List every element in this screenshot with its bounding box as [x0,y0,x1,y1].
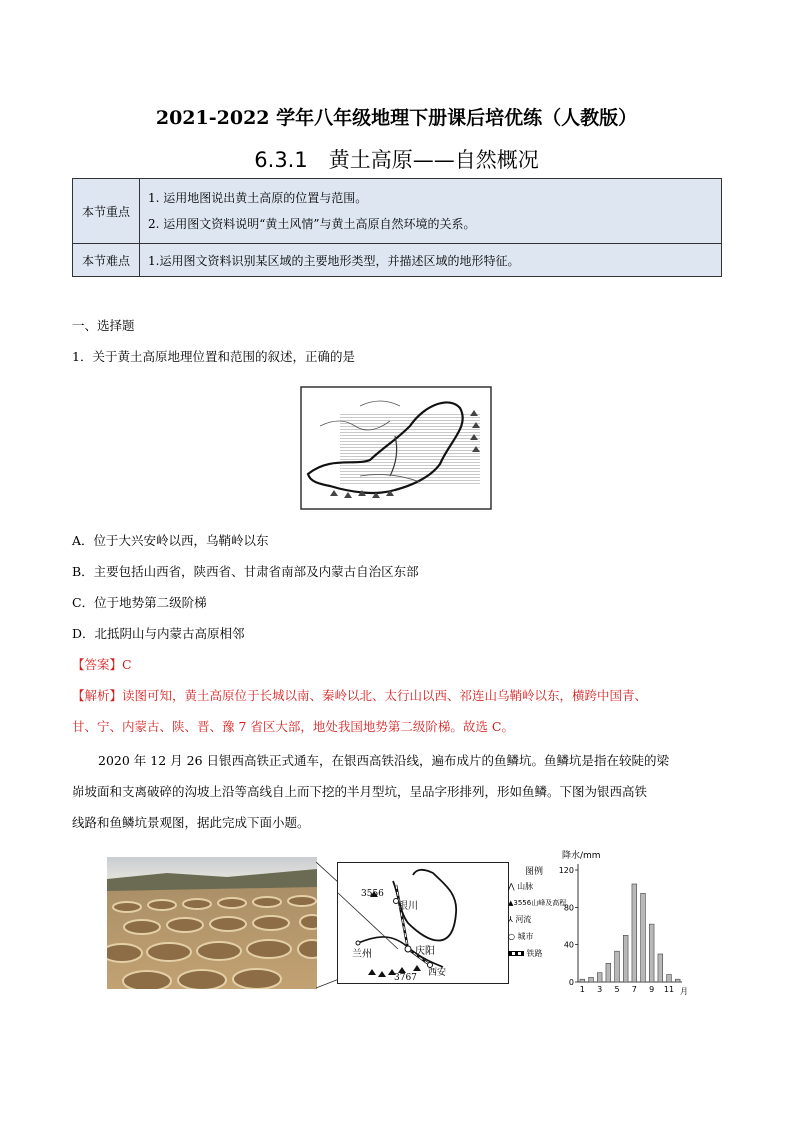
focus-item-2: 2. 运用图文资料说明“黄土风情”与黄土高原自然环境的关系。 [148,217,476,231]
chart-x-tick-label: 9 [649,985,655,994]
chart-bar-month-9 [649,924,654,982]
fish-scale-pit-photo [107,857,317,989]
chart-bar-month-11 [667,975,672,982]
chart-bar-month-7 [632,884,637,982]
legend-city [508,931,560,942]
chart-y-axis-label: 降水/mm [562,851,601,861]
section-heading: 一、选择题 [72,318,135,333]
focus-content [140,179,722,244]
mountain-icon: ⋀ [508,882,515,891]
chart-axes [578,864,682,982]
city-qingyang-label: 庆阳 [415,946,435,957]
chart-bar-month-3 [597,973,602,982]
option-d: D．北抵阴山与内蒙古高原相邻 [72,626,245,641]
analysis-text-1: 读图可知，黄土高原位于长城以南、秦岭以北、太行山以西、祁连山乌鞘岭以东，横跨中国青、 [122,688,648,703]
chart-bar-month-10 [658,954,663,982]
city-yinchuan-label: 银川 [398,901,418,912]
peak-3767-label: 3767 [394,973,417,983]
railway-map [337,862,509,984]
chart-y-tick-label: 40 [563,940,574,950]
chart-y-tick-label: 80 [563,903,574,913]
answer: 【答案】C [72,657,132,672]
loess-plateau-map [300,386,492,510]
chart-bar-month-2 [589,977,594,982]
passage-line-1: 2020 年 12 月 26 日银西高铁正式通车，在银西高铁沿线，遍布成片的鱼鳞坑。鱼鳞坑是指在较陡的梁 [98,753,669,768]
city-xian-label: 西安 [428,968,447,978]
peak-3556-label: 3556 [361,889,384,899]
railway-icon [508,951,524,956]
chart-bar-month-1 [580,979,585,982]
chart-bar-month-6 [623,935,628,982]
legend-city-label: 城市 [517,932,534,941]
river-icon: ⅄ [508,915,513,924]
lesson-title: 6.3.1 黄土高原——自然概况 [254,148,539,172]
legend-railway [508,948,560,959]
railway-map-drawing [338,863,508,983]
city-icon: ○ [508,932,515,941]
option-a: A．位于大兴安岭以西，乌鞘岭以东 [72,533,269,548]
option-c: C．位于地势第二级阶梯 [72,595,207,610]
key-points-table [72,178,722,277]
chart-x-tick-label: 3 [597,985,603,994]
legend-river [508,914,560,925]
difficulty-label: 本节难点 [73,244,140,277]
chart-y-tick-label: 0 [568,978,574,987]
legend-peak-label: 3556山峰及高程 [513,899,567,907]
chart-x-tick-label: 11 [663,985,675,994]
legend-title: 图例 [524,867,543,877]
chart-bar-month-8 [641,893,646,982]
chart-x-axis-label: 月 [680,987,688,996]
precipitation-chart [556,846,690,996]
peak-icon: ▲ [508,899,514,907]
passage [72,745,722,838]
focus-label: 本节重点 [73,179,140,244]
analysis-line-2: 甘、宁、内蒙古、陕、晋、豫 7 省区大部，地处我国地势第二级阶梯。故选 C。 [72,719,514,734]
chart-x-tick-label: 1 [579,985,585,994]
chart-bar-month-4 [606,963,611,982]
chart-bar-month-12 [675,979,680,982]
analysis-tag: 【解析】 [72,688,123,703]
chart-x-tick-label: 7 [631,985,637,994]
chart-bars [580,884,680,982]
document-title: 2021-2022 学年八年级地理下册课后培优练（人教版） [155,107,638,129]
option-b: B．主要包括山西省，陕西省、甘肃省南部及内蒙古自治区东部 [72,564,419,579]
chart-x-tick-label: 5 [614,985,620,994]
passage-line-2: 峁坡面和支离破碎的沟坡上沿等高线自上而下挖的半月型坑，呈品字形排列，形如鱼鳞。下图为银西高铁 [72,784,648,799]
chart-y-tick-label: 120 [558,866,574,875]
legend-peak [508,898,567,908]
analysis-line-1 [72,686,732,704]
legend-mountain [508,881,560,892]
chart-bar-month-5 [615,951,620,982]
legend-mountain-label: 山脉 [517,882,534,891]
legend-railway-label: 铁路 [526,949,543,958]
question-1-stem: 1．关于黄土高原地理位置和范围的叙述，正确的是 [72,349,355,364]
passage-line-3: 线路和鱼鳞坑景观图，据此完成下面小题。 [72,815,310,830]
city-lanzhou-label: 兰州 [352,949,372,960]
legend-river-label: 河流 [515,915,532,924]
difficulty-content: 1.运用图文资料识别某区域的主要地形类型，并描述区域的地形特征。 [140,244,722,277]
focus-item-1: 1. 运用地图说出黄土高原的位置与范围。 [148,191,368,205]
